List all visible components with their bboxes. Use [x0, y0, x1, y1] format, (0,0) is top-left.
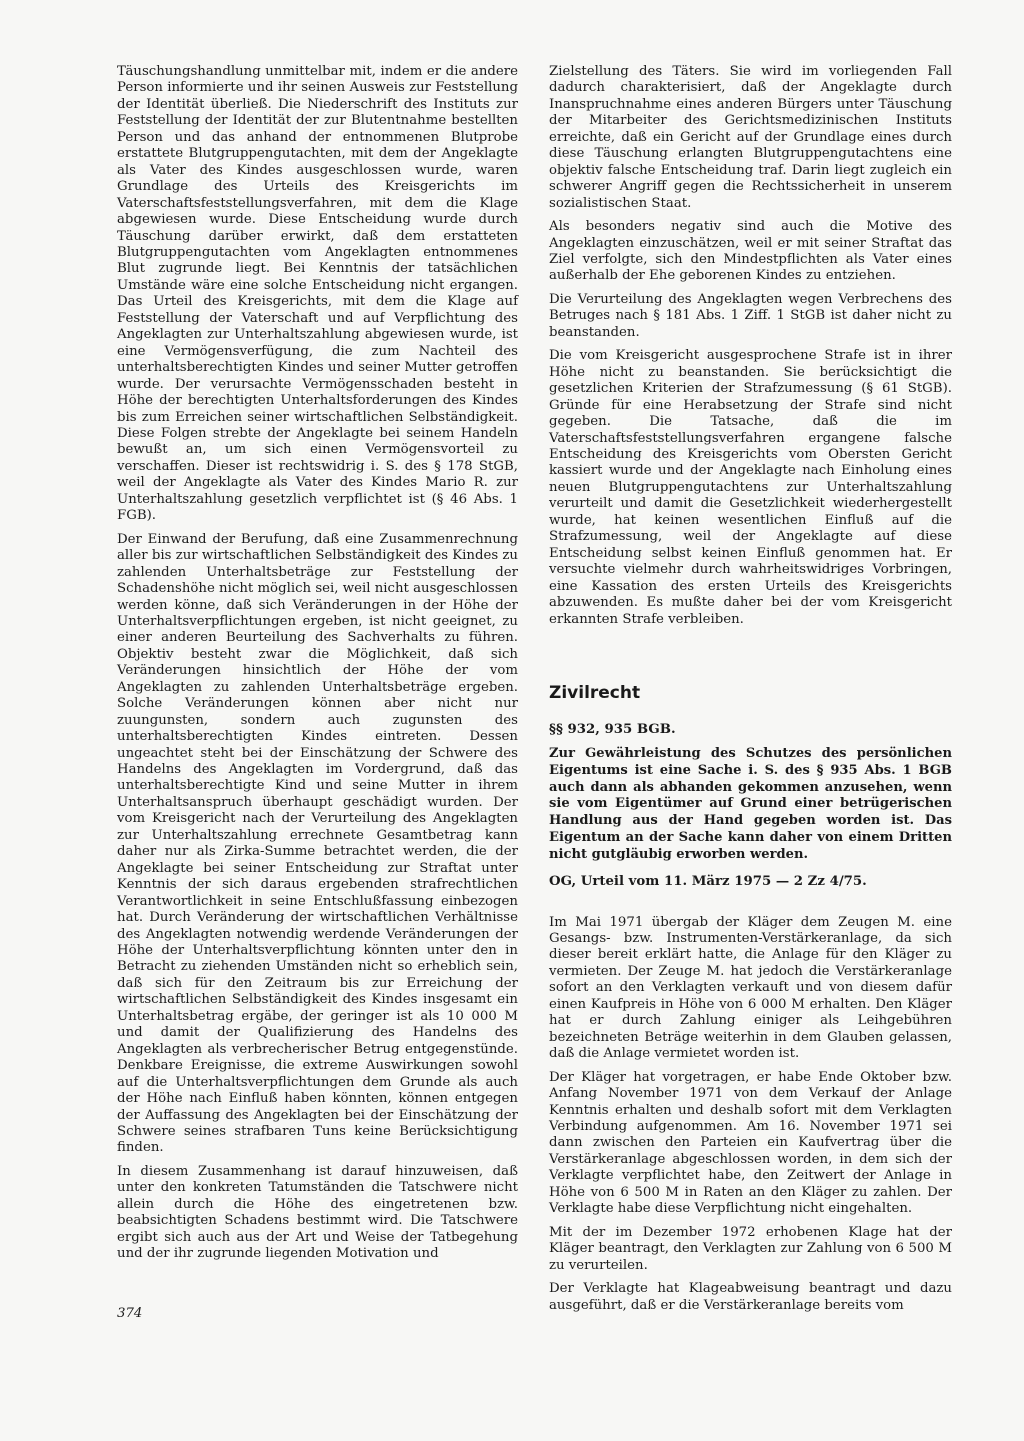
body-paragraph: Im Mai 1971 übergab der Kläger dem Zeugen M. eine Gesangs- bzw. Instrumenten-Verstärkeranlage, da sich dieser bereit erklärt hatte, die Anlage für den Kläger zu vermieten. Der Zeuge M. hat jedoch die Verstärkeranlage sofort an den Verklagten verkauft und von diesem dafür einen Kaufpreis in Höhe von 6 000 M erhalten. Den Kläger hat er durch Zahlung einiger als Leihgebühren bezeichneten Beträge weiterhin in dem Glauben gelassen, daß die Anlage vermietet worden ist. [549, 914, 952, 1062]
body-paragraph: Der Einwand der Berufung, daß eine Zusammenrechnung aller bis zur wirtschaftlichen Selbständigkeit des Kindes zu zahlenden Unterhaltsbeträge zur Feststellung der Schadenshöhe nicht möglich sei, weil nicht ausgeschlossen werden könne, daß sich Veränderungen in der Höhe der Unterhaltsverpflichtungen ergeben, ist nicht geeignet, zu einer anderen Beurteilung des Sachverhalts zu führen. Objektiv besteht zwar die Möglichkeit, daß sich Veränderungen hinsichtlich der Höhe der vom Angeklagten zu zahlenden Unterhaltsbeträge ergeben. Solche Veränderungen können aber nicht nur zuungunsten, sondern auch zugunsten des unterhaltsberechtigten Kindes eintreten. Dessen ungeachtet steht bei der Einschätzung der Schwere des Handelns des Angeklagten im Vordergrund, daß das unterhaltsberechtigte Kind und seine Mutter in ihrem Unterhaltsanspruch überhaupt geschädigt wurden. Der vom Kreisgericht nach der Verurteilung des Angeklagten zur Unterhaltszahlung errechnete Gesamtbetrag kann daher nur als Zirka-Summe betrachtet werden, die der Angeklagte bei seiner Entscheidung zur Straftat unter Kenntnis der sich daraus ergebenden strafrechtlichen Verantwortlichkeit in seine Entschlußfassung einbezogen hat. Durch Veränderung der wirtschaftlichen Verhältnisse des Angeklagten notwendig werdende Veränderungen der Höhe der Unterhaltsverpflichtung könnten unter den in Betracht zu ziehenden Umständen nicht so erheblich sein, daß sich für den Zeitraum bis zur Erreichung der wirtschaftlichen Selbständigkeit des Kindes insgesamt ein Unterhaltsbetrag ergäbe, der geringer ist als 10 000 M und damit der Qualifizierung des Handelns des Angeklagten als verbrecherischer Betrug entgegenstünde. Denkbare Ereignisse, die extreme Auswirkungen sowohl auf die Unterhaltsverpflichtungen dem Grunde als auch der Höhe nach Einfluß haben könnten, können entgegen der Auffassung des Angeklagten bei der Einschätzung der Schwere seines strafbaren Tuns keine Berücksichtigung finden. [117, 531, 518, 1156]
section-title: Zivilrecht [549, 682, 641, 703]
body-paragraph: In diesem Zusammenhang ist darauf hinzuweisen, daß unter den konkreten Tatumständen die Tatschwere nicht allein durch die Höhe des eingetretenen bzw. beabsichtigten Schadens bestimmt wird. Die Tatschwere ergibt sich auch aus der Art und Weise der Tatbegehung und der ihr zugrunde liegenden Motivation und [117, 1163, 518, 1262]
body-paragraph: Mit der im Dezember 1972 erhobenen Klage hat der Kläger beantragt, den Verklagten zur Zahlung von 6 500 M zu verurteilen. [549, 1224, 952, 1273]
body-paragraph: Als besonders negativ sind auch die Motive des Angeklagten einzuschätzen, weil er mit seiner Straftat das Ziel verfolgte, sich den Mindestpflichten als Vater eines außerhalb der Ehe geborenen Kindes zu entziehen. [549, 219, 952, 284]
body-paragraph: Der Verklagte hat Klageabweisung beantragt und dazu ausgeführt, daß er die Verstärkeranlage bereits vom [549, 1281, 952, 1313]
body-paragraph: Die Verurteilung des Angeklagten wegen Verbrechens des Betruges nach § 181 Abs. 1 Ziff. 1 StGB ist daher nicht zu beanstanden. [549, 291, 952, 340]
body-paragraph: Der Kläger hat vorgetragen, er habe Ende Oktober bzw. Anfang November 1971 von dem Verkauf der Anlage Kenntnis erhalten und deshalb sofort mit dem Verklagten Verbindung aufgenommen. Am 16. November 1971 sei dann zwischen den Parteien ein Kaufvertrag über die Verstärkeranlage abgeschlossen worden, in dem sich der Verklagte verpflichtet habe, den Zeitwert der Anlage in Höhe von 6 500 M in Raten an den Kläger zu zahlen. Der Verklagte habe diese Verpflichtung nicht eingehalten. [549, 1069, 952, 1217]
headnote: Zur Gewährleistung des Schutzes des persönlichen Eigentums ist eine Sache i. S. des § 935 Abs. 1 BGB auch dann als abhanden gekommen anzusehen, wenn sie vom Eigentümer auf Grund einer betrügerischen Handlung aus der Hand gegeben worden ist. Das Eigentum an der Sache kann daher von einem Dritten nicht gutgläubig erworben werden. [549, 745, 952, 862]
statute-reference: §§ 932, 935 BGB. [549, 721, 676, 737]
court-citation: OG, Urteil vom 11. März 1975 — 2 Zz 4/75. [549, 873, 867, 889]
body-paragraph: Täuschungshandlung unmittelbar mit, indem er die andere Person informierte und ihr seinen Ausweis zur Feststellung der Identität überließ. Die Niederschrift des Instituts zur Feststellung der Identität der zur Blutentnahme bestellten Person und das anhand der entnommenen Blutprobe erstattete Blutgruppengutachten, mit dem der Angeklagte als Vater des Kindes ausgeschlossen wurde, waren Grundlage des Urteils des Kreisgerichts im Vaterschaftsfeststellungsverfahren, mit dem die Klage abgewiesen wurde. Diese Entscheidung wurde durch Täuschung darüber erwirkt, daß dem erstatteten Blutgruppengutachten vom Angeklagten entnommenes Blut zugrunde liegt. Bei Kenntnis der tatsächlichen Umstände wäre eine solche Entscheidung nicht ergangen. Das Urteil des Kreisgerichts, mit dem die Klage auf Feststellung der Vaterschaft und auf Verpflichtung des Angeklagten zur Unterhaltszahlung abgewiesen wurde, ist eine Vermögensverfügung, die zum Nachteil des unterhaltsberechtigten Kindes und seiner Mutter getroffen wurde. Der verursachte Vermögensschaden besteht in Höhe der berechtigten Unterhaltsforderungen des Kindes bis zum Erreichen seiner wirtschaftlichen Selbständigkeit. Diese Folgen strebte der Angeklagte bei seinem Handeln bewußt an, um sich einen Vermögensvorteil zu verschaffen. Dieser ist rechtswidrig i. S. des § 178 StGB, weil der Angeklagte als Vater des Kindes Mario R. zur Unterhaltszahlung gesetzlich verpflichtet ist (§ 46 Abs. 1 FGB). [117, 64, 518, 524]
body-paragraph: Zielstellung des Täters. Sie wird im vorliegenden Fall dadurch charakterisiert, daß der Angeklagte durch Inanspruchnahme eines anderen Bürgers unter Täuschung der Mitarbeiter des Gerichtsmedizinischen Instituts erreichte, daß ein Gericht auf der Grundlage eines durch diese Täuschung erlangten Blutgruppengutachtens eine objektiv falsche Entscheidung traf. Darin liegt zugleich ein schwerer Angriff gegen die Rechtssicherheit in unserem sozialistischen Staat. [549, 64, 952, 211]
page-number: 374 [117, 1306, 143, 1321]
body-paragraph: Die vom Kreisgericht ausgesprochene Strafe ist in ihrer Höhe nicht zu beanstanden. Sie berücksichtigt die gesetzlichen Kriterien der Strafzumessung (§ 61 StGB). Gründe für eine Herabsetzung der Strafe sind nicht gegeben. Die Tatsache, daß die im Vaterschaftsfeststellungsverfahren ergangene falsche Entscheidung des Kreisgerichts vom Obersten Gericht kassiert wurde und der Angeklagte nach Einholung eines neuen Blutgruppengutachtens zur Unterhaltszahlung verurteilt und damit die Gesetzlichkeit wiederhergestellt wurde, hat keinen wesentlichen Einfluß auf die Strafzumessung, weil der Angeklagte auf diese Entscheidung selbst keinen Einfluß genommen hat. Er versuchte vielmehr durch wahrheitswidriges Vorbringen, eine Kassation des ersten Urteils des Kreisgerichts abzuwenden. Es mußte daher bei der vom Kreisgericht erkannten Strafe verbleiben. [549, 348, 952, 627]
left-column [117, 64, 518, 1270]
right-column [549, 64, 952, 1321]
